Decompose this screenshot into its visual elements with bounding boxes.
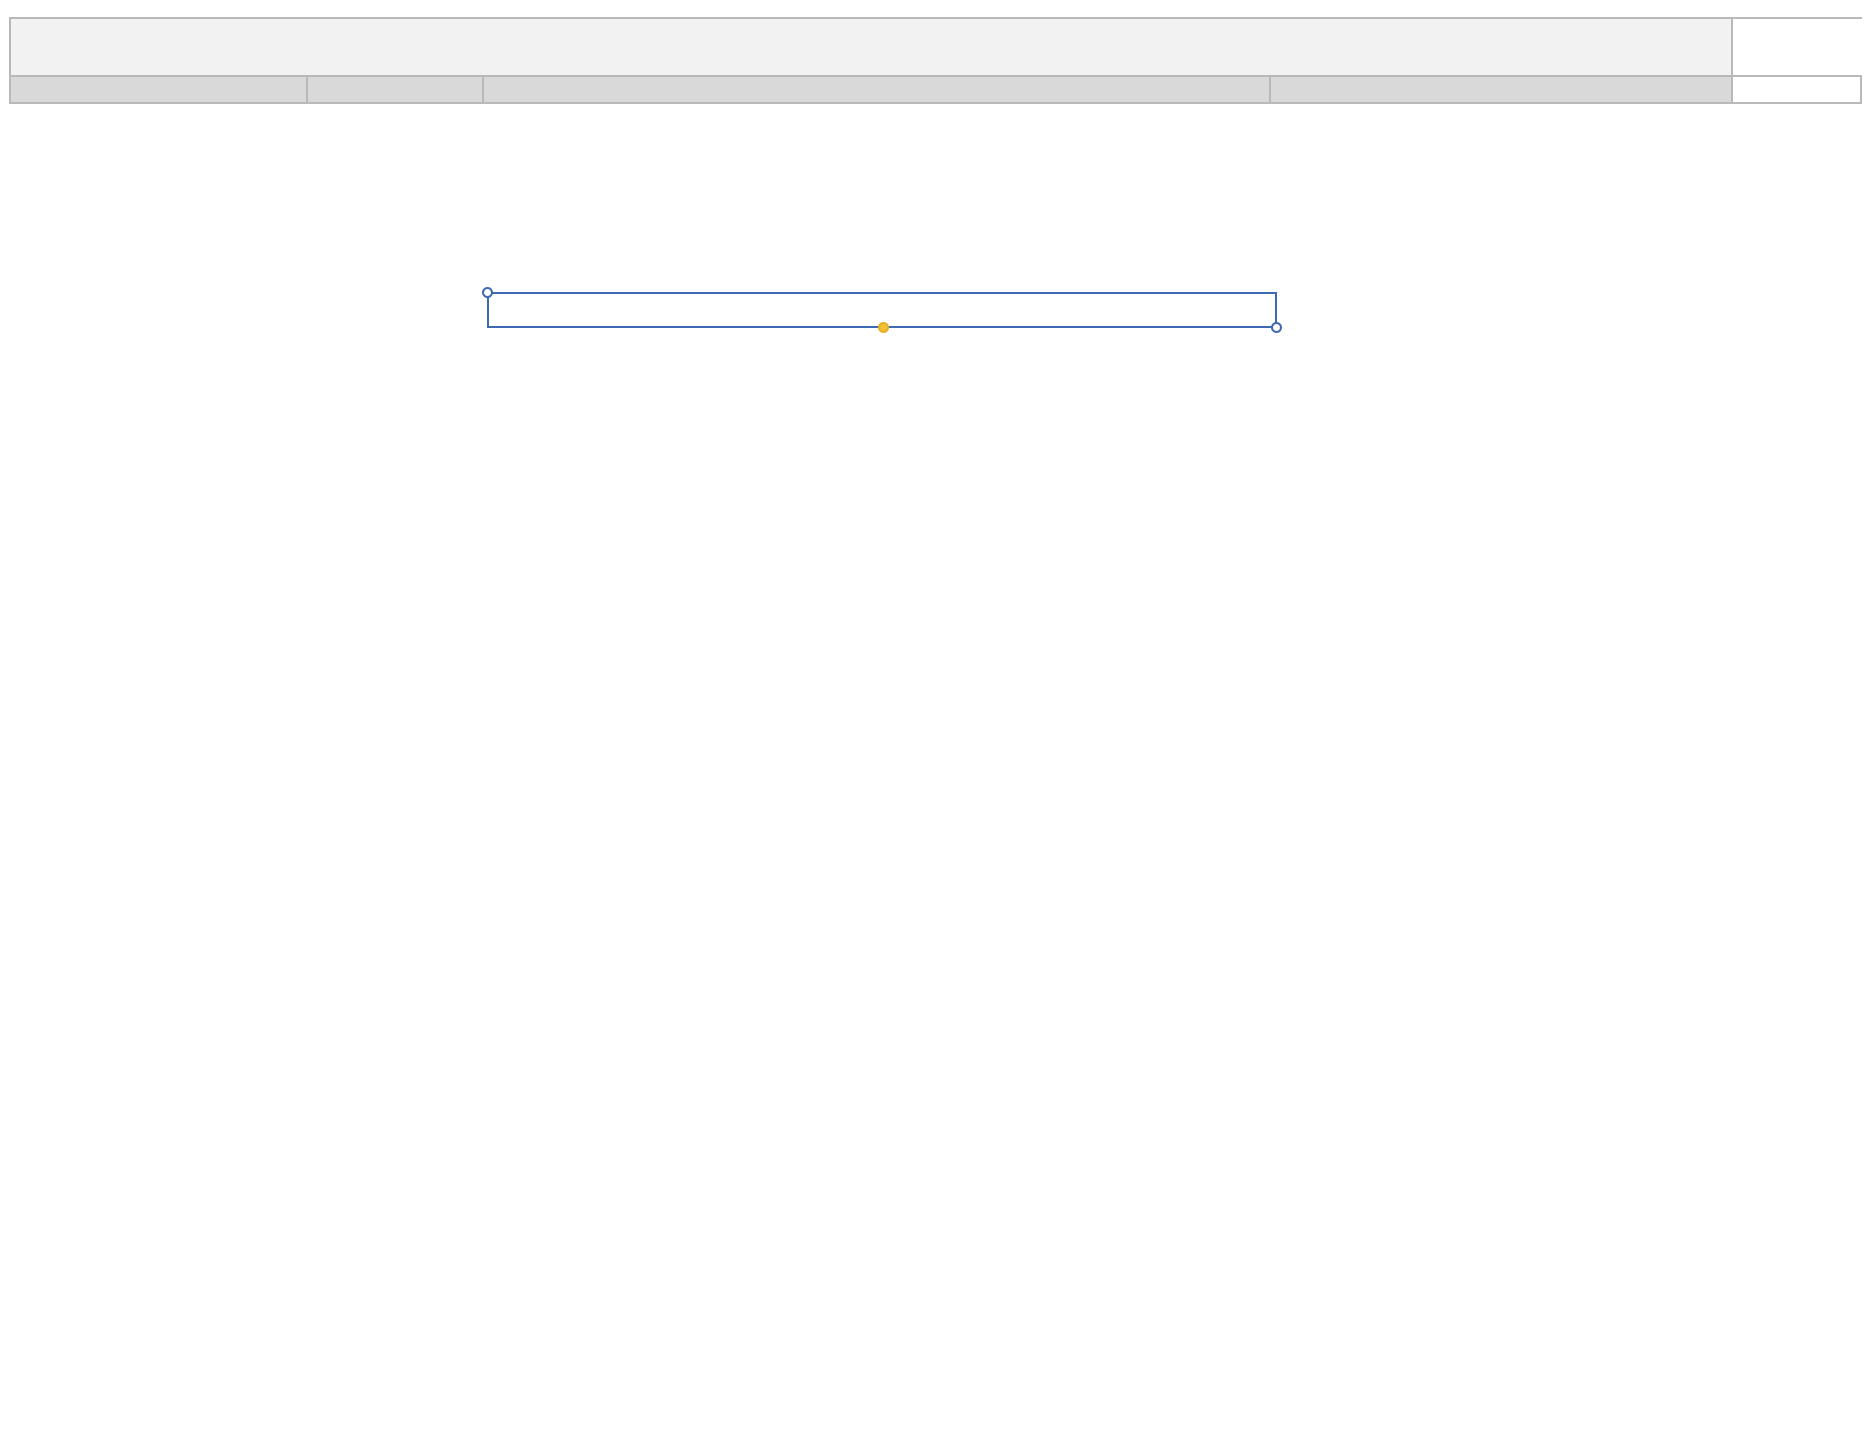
header-extra[interactable] <box>1733 77 1862 102</box>
title-row <box>9 17 1862 77</box>
title-side-cell[interactable] <box>1733 19 1862 75</box>
header-row <box>9 77 1862 104</box>
sheet-title[interactable] <box>9 19 1733 75</box>
spreadsheet <box>9 17 1862 1425</box>
header-reaction[interactable] <box>484 77 1271 102</box>
header-feasibility[interactable] <box>308 77 484 102</box>
header-sound[interactable] <box>9 77 308 102</box>
selection-handle-top-left[interactable] <box>482 287 493 298</box>
cell-selection-box[interactable] <box>487 292 1277 328</box>
header-questions[interactable] <box>1271 77 1733 102</box>
selection-handle-bottom-right[interactable] <box>1271 322 1282 333</box>
selection-handle-middle[interactable] <box>878 322 889 333</box>
